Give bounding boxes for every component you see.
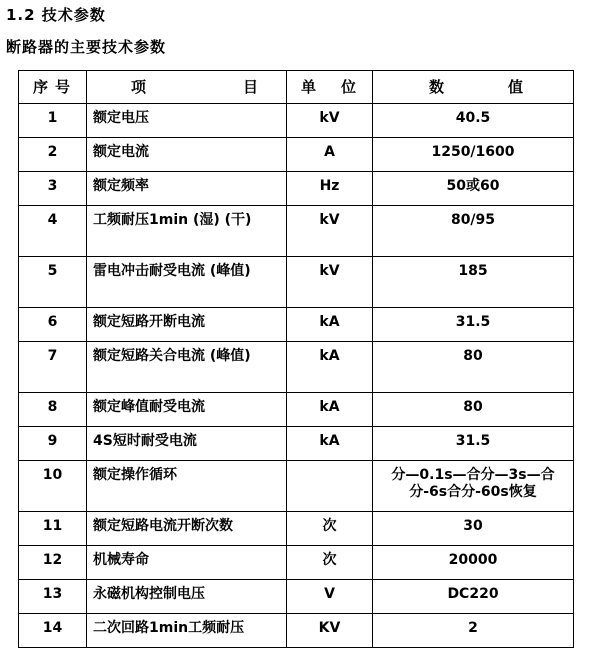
- row-unit: kA: [287, 427, 373, 461]
- row-unit: kA: [287, 393, 373, 427]
- row-no: 14: [19, 614, 87, 648]
- row-item: 额定电压: [87, 104, 287, 138]
- row-value: 80: [373, 393, 574, 427]
- table-row: [19, 546, 574, 580]
- row-value: 2: [373, 614, 574, 648]
- row-no: 12: [19, 546, 87, 580]
- row-no: 4: [19, 206, 87, 257]
- row-item: 4S短时耐受电流: [87, 427, 287, 461]
- row-unit: kA: [287, 342, 373, 393]
- table-row: [19, 206, 574, 257]
- row-item: 额定电流: [87, 138, 287, 172]
- row-unit: kV: [287, 206, 373, 257]
- row-no: 9: [19, 427, 87, 461]
- row-no: 6: [19, 308, 87, 342]
- row-item: 额定短路关合电流 (峰值): [87, 342, 287, 393]
- table-header-row: [19, 71, 574, 104]
- header-unit: [287, 71, 373, 104]
- header-item-char-1: 项: [131, 77, 149, 96]
- table-row: [19, 580, 574, 614]
- row-unit: KV: [287, 614, 373, 648]
- row-unit: A: [287, 138, 373, 172]
- row-item: 额定短路开断电流: [87, 308, 287, 342]
- row-item: 工频耐压1min (湿) (干): [87, 206, 287, 257]
- technical-parameters-table: [18, 70, 574, 648]
- table-row: [19, 427, 574, 461]
- row-value: 40.5: [373, 104, 574, 138]
- header-value: [373, 71, 574, 104]
- row-item: 额定峰值耐受电流: [87, 393, 287, 427]
- row-no: 11: [19, 512, 87, 546]
- row-item: 额定频率: [87, 172, 287, 206]
- row-item: 额定操作循环: [87, 461, 287, 512]
- header-value-char-2: 值: [507, 77, 525, 96]
- header-unit-char-2: 位: [340, 77, 358, 96]
- row-unit: kV: [287, 104, 373, 138]
- row-no: 8: [19, 393, 87, 427]
- row-item: 二次回路1min工频耐压: [87, 614, 287, 648]
- table-row: [19, 172, 574, 206]
- row-no: 5: [19, 257, 87, 308]
- row-unit: 次: [287, 546, 373, 580]
- row-value: 31.5: [373, 308, 574, 342]
- row-item: 永磁机构控制电压: [87, 580, 287, 614]
- table-caption: 断路器的主要技术参数: [6, 38, 167, 56]
- row-value: 80/95: [373, 206, 574, 257]
- row-unit: V: [287, 580, 373, 614]
- row-item: 额定短路电流开断次数: [87, 512, 287, 546]
- row-value: 30: [373, 512, 574, 546]
- row-unit: 次: [287, 512, 373, 546]
- table-row: [19, 393, 574, 427]
- row-unit: [287, 461, 373, 512]
- row-no: 10: [19, 461, 87, 512]
- row-no: 3: [19, 172, 87, 206]
- row-no: 7: [19, 342, 87, 393]
- row-no: 1: [19, 104, 87, 138]
- row-value: 分—0.1s—合分—3s—合分-6s合分-60s恢复: [373, 461, 574, 512]
- row-no: 13: [19, 580, 87, 614]
- row-value: 50或60: [373, 172, 574, 206]
- row-item: 机械寿命: [87, 546, 287, 580]
- header-item: [87, 71, 287, 104]
- header-value-char-1: 数: [429, 77, 447, 96]
- row-value: DC220: [373, 580, 574, 614]
- header-unit-char-1: 单: [301, 77, 319, 96]
- row-unit: kV: [287, 257, 373, 308]
- table-row: [19, 138, 574, 172]
- row-item: 雷电冲击耐受电流 (峰值): [87, 257, 287, 308]
- table-row: [19, 461, 574, 512]
- table-row: [19, 104, 574, 138]
- row-value: 185: [373, 257, 574, 308]
- row-value: 20000: [373, 546, 574, 580]
- table-row: [19, 342, 574, 393]
- row-no: 2: [19, 138, 87, 172]
- row-value: 1250/1600: [373, 138, 574, 172]
- section-heading: 1.2 技术参数: [6, 6, 106, 24]
- header-no-char-1: 序: [33, 77, 51, 96]
- header-no-char-2: 号: [54, 77, 72, 96]
- row-value: 80: [373, 342, 574, 393]
- header-item-char-2: 目: [242, 77, 260, 96]
- row-unit: kA: [287, 308, 373, 342]
- table-row: [19, 308, 574, 342]
- table-row: [19, 512, 574, 546]
- table-row: [19, 614, 574, 648]
- row-unit: Hz: [287, 172, 373, 206]
- table-row: [19, 257, 574, 308]
- header-no: [19, 71, 87, 104]
- row-value: 31.5: [373, 427, 574, 461]
